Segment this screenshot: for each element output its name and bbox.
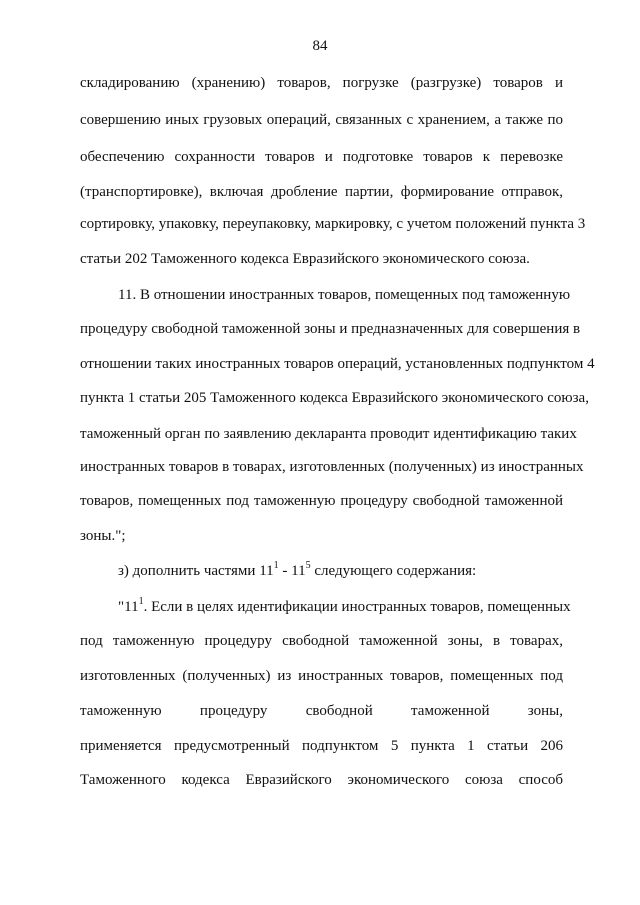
text-run: - 11 bbox=[278, 563, 306, 579]
superscript: 5 bbox=[305, 560, 311, 571]
text-line bbox=[118, 562, 563, 580]
text-line: товаров, помещенных под таможенную процедуру свободной таможенной bbox=[80, 493, 563, 509]
text-run: следующего содержания: bbox=[310, 563, 477, 579]
text-line bbox=[118, 596, 571, 616]
superscript: 1 bbox=[273, 560, 279, 571]
text-line: изготовленных (полученных) из иностранных товаров, помещенных под bbox=[80, 668, 563, 684]
text-line: сортировку, упаковку, переупаковку, маркировку, с учетом положений пункта 3 bbox=[80, 216, 586, 232]
text-run: з) дополнить частями 11 bbox=[118, 563, 274, 579]
text-line: под таможенную процедуру свободной таможенной зоны, в товарах, bbox=[80, 633, 563, 649]
text-line: иностранных товаров в товарах, изготовленных (полученных) из иностранных bbox=[80, 459, 584, 475]
text-run: "11 bbox=[118, 599, 139, 615]
text-line: складированию (хранению) товаров, погрузке (разгрузке) товаров и bbox=[80, 75, 563, 91]
text-line: таможенную процедуру свободной таможенной зоны, bbox=[80, 703, 563, 719]
text-line: обеспечению сохранности товаров и подготовке товаров к перевозке bbox=[80, 149, 563, 165]
text-line: процедуру свободной таможенной зоны и предназначенных для совершения в bbox=[80, 321, 581, 337]
text-line: статьи 202 Таможенного кодекса Евразийского экономического союза. bbox=[80, 251, 530, 267]
text-line: (транспортировке), включая дробление партии, формирование отправок, bbox=[80, 184, 563, 200]
text-line: 11. В отношении иностранных товаров, помещенных под таможенную bbox=[118, 287, 571, 303]
superscript: 1 bbox=[138, 596, 144, 607]
text-line: отношении таких иностранных товаров операций, установленных подпунктом 4 bbox=[80, 356, 595, 372]
text-line: пункта 1 статьи 205 Таможенного кодекса Евразийского экономического союза, bbox=[80, 390, 589, 406]
text-line: таможенный орган по заявлению декларанта проводит идентификацию таких bbox=[80, 426, 577, 442]
text-line: совершению иных грузовых операций, связанных с хранением, а также по bbox=[80, 112, 563, 128]
page-number: 84 bbox=[312, 38, 328, 54]
text-line: применяется предусмотренный подпунктом 5 пункта 1 статьи 206 bbox=[80, 738, 563, 754]
text-run: . Если в целях идентификации иностранных товаров, помещенных bbox=[143, 599, 571, 615]
text-line: зоны."; bbox=[80, 528, 126, 544]
text-line: Таможенного кодекса Евразийского экономического союза способ bbox=[80, 772, 563, 788]
